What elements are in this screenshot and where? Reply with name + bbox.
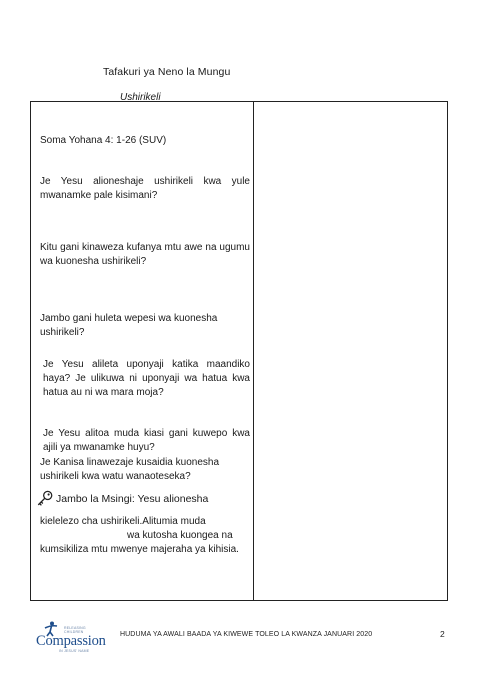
- key-point-line-3: kumsikiliza mtu mwenye majeraha ya kihisia.: [40, 544, 239, 555]
- key-point-line-2: wa kutosha kuongea na: [127, 530, 233, 541]
- question-5: Je Yesu alitoa muda kiasi gani kuwepo kwa ajili ya mwanamke huyu?: [43, 428, 250, 453]
- question-1: Je Yesu alioneshaje ushirikeli kwa yule mwanamke pale kisimani?: [40, 176, 250, 201]
- key-point-line-1: kielelezo cha ushirikeli.Alitumia muda: [40, 516, 206, 527]
- key-icon: [36, 490, 54, 508]
- compassion-logo: [36, 621, 104, 653]
- page-number: 2: [440, 629, 445, 639]
- question-2: Kitu gani kinaweza kufanya mtu awe na ugumu wa kuonesha ushirikeli?: [40, 242, 250, 267]
- question-4: Je Yesu alileta uponyaji katika maandiko haya? Je ulikuwa ni uponyaji wa hatua kwa hatua au ni wa mara moja?: [43, 359, 250, 398]
- key-point: [36, 490, 251, 508]
- page-title: Tafakuri ya Neno la Mungu: [103, 66, 231, 78]
- column-divider: [253, 102, 254, 600]
- page-subtitle: Ushirikeli: [120, 92, 161, 103]
- key-point-label: Jambo la Msingi:: [56, 493, 135, 505]
- footer-text: HUDUMA YA AWALI BAADA YA KIWEWE TOLEO LA KWANZA JANUARI 2020: [120, 631, 373, 638]
- question-3: Jambo gani huleta wepesi wa kuonesha ushirikeli?: [40, 313, 218, 338]
- logo-wordmark: Compassion: [36, 633, 106, 649]
- scripture-reading: Soma Yohana 4: 1-26 (SUV): [40, 135, 167, 146]
- logo-tagline: RELEASING CHILDREN: [64, 626, 86, 634]
- logo-tagline-2: IN JESUS' NAME: [59, 649, 90, 653]
- key-point-text: Yesu alionesha: [137, 493, 209, 505]
- study-table: [30, 101, 448, 601]
- question-6: Je Kanisa linawezaje kusaidia kuonesha ushirikeli kwa watu wanaoteseka?: [40, 457, 220, 482]
- questions-column: [31, 102, 253, 600]
